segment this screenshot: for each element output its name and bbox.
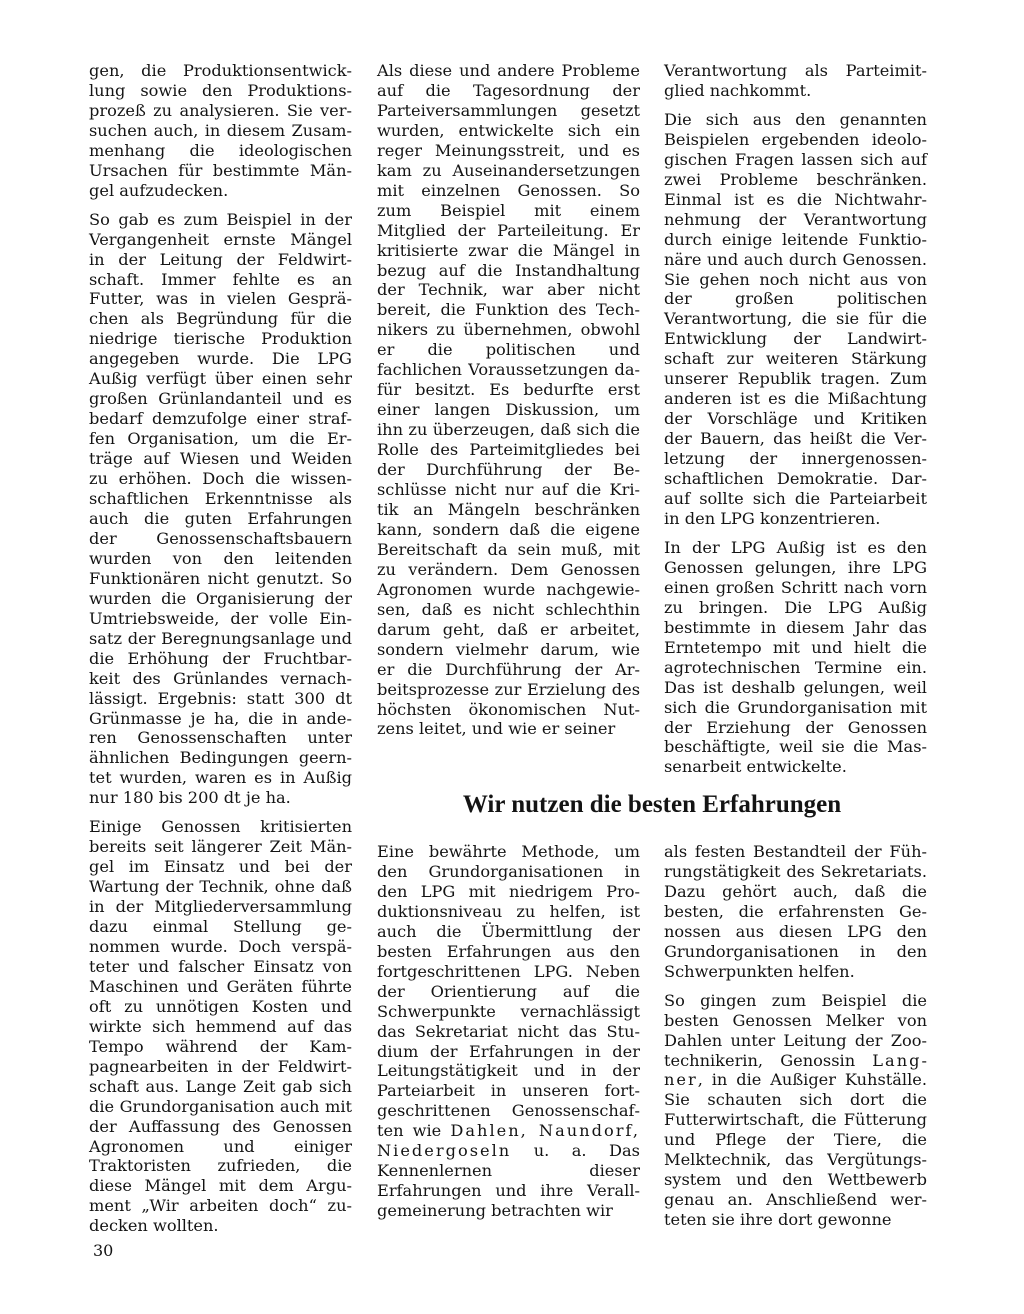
paragraph: als festen Bestandteil der Führungstätigkeit des Sekretariats. Dazu gehört auch, daß die besten, die erfahrensten Genossen aus diesen LPG den Grundorganisationen in den Schwerpunkten helfen. <box>664 842 927 981</box>
text-column-right <box>664 61 927 786</box>
text-run: So gingen zum Beispiel die besten Genossen Melker von Dahlen unter Leitung der Zootechnikerin, Genossin <box>664 990 927 1070</box>
section-column-right <box>664 842 927 1239</box>
spaced-name: Langner <box>664 1050 927 1090</box>
paragraph: gen, die Produktionsentwicklung sowie den Produktionsprozeß zu analysieren. Sie versuchen auch, in diesem Zusammenhang die ideologischen Ursachen für bestimmte Mängel aufzudecken. <box>89 61 352 200</box>
spaced-names: Dahlen, Naundorf, Niedergoseln <box>377 1121 640 1161</box>
paragraph: Einige Genossen kritisierten bereits seit längerer Zeit Mängel im Einsatz und bei der Wartung der Technik, ohne daß in der Mitgliederversammlung dazu einmal Stellung genommen wurde. Doch verspäteter und falscher Einsatz von Maschinen und Geräten führte oft zu unnötigen Kosten und wirkte sich hemmend auf das Tempo während der Kampagnearbeiten in der Feldwirtschaft aus. Lange Zeit gab sich die Grundorganisation auch mit der Auffassung des Genossen Agronomen und einiger Traktoristen zufrieden, die diese Mängel mit dem Argument „Wir arbeiten doch“ zudecken wollten. <box>89 817 352 1236</box>
text-column-middle <box>377 61 640 748</box>
section-column-middle <box>377 842 640 1230</box>
paragraph <box>377 842 640 1221</box>
text-run: u. a. Das Kennenlernen dieser Erfahrungen und ihre Verallgemeinerung betrachten wir <box>377 1141 640 1221</box>
paragraph <box>664 991 927 1230</box>
text-run: Eine bewährte Methode, um den Grundorganisationen in den LPG mit niedrigem Produktionsniveau zu helfen, ist auch die Übermittlung der besten Erfahrungen aus den fortgeschrittenen LPG. Neben der Orientierung auf die Schwerpunkte vernachlässigt das Sekretariat nicht das Studium der Erfahrungen in der Leitungstätigkeit und in der Parteiarbeit in unseren fortgeschrittenen Genossenschaften wie <box>377 842 640 1141</box>
paragraph: So gab es zum Beispiel in der Vergangenheit ernste Mängel in der Leitung der Feldwirtschaft. Immer fehlte es an Futter, was in vielen Gesprächen als Begründung für die niedrige tierische Produktion angegeben wurde. Die LPG Außig verfügt über einen sehr großen Grünlandanteil und es bedarf demzufolge einer straffen Organisation, um die Erträge auf Wiesen und Weiden zu erhöhen. Doch die wissenschaftlichen Erkenntnisse als auch die guten Erfahrungen der Genossenschaftsbauern wurden von den leitenden Funktionären nicht genutzt. So wurden die Organisierung der Umtriebsweide, der volle Einsatz der Beregnungsanlage und die Erhöhung der Fruchtbarkeit des Grünlandes vernachlässigt. Ergebnis: statt 300 dt Grünmasse je ha, die in anderen Genossenschaften unter ähnlichen Bedingungen geerntet wurden, waren es in Außig nur 180 bis 200 dt je ha. <box>89 209 352 808</box>
paragraph: Verantwortung als Parteimitglied nachkommt. <box>664 61 927 100</box>
text-column-left <box>89 61 352 1245</box>
paragraph: Die sich aus den genannten Beispielen ergebenden ideologischen Fragen lassen sich auf zwei Probleme beschränken. Einmal ist es die Nichtwahrnehmung der Verantwortung durch einige leitende Funktionäre und auch durch Genossen. Sie gehen noch nicht aus von der großen politischen Verantwortung, die sie für die Entwicklung der Landwirtschaft zur weiteren Stärkung unserer Republik tragen. Zum anderen ist es die Mißachtung der Vorschläge und Kritiken der Bauern, das heißt die Verletzung der innergenossenschaftlichen Demokratie. Darauf sollte sich die Parteiarbeit in den LPG konzentrieren. <box>664 109 927 528</box>
paragraph: In der LPG Außig ist es den Genossen gelungen, ihre LPG einen großen Schritt nach vorn zu bringen. Die LPG Außig bestimmte in diesem Jahr das Erntetempo mit und hielt die agrotechnischen Termine ein. Das ist deshalb gelungen, weil sich die Grundorganisation mit der Erziehung der Genossen beschäftigte, weil sie die Massenarbeit entwickelte. <box>664 537 927 777</box>
section-heading: Wir nutzen die besten Erfahrungen <box>462 791 842 818</box>
paragraph: Als diese und andere Probleme auf die Tagesordnung der Parteiversammlungen gesetzt wurden, entwickelte sich ein reger Meinungsstreit, und es kam zu Auseinandersetzungen mit einzelnen Genossen. So zum Beispiel mit einem Mitglied der Parteileitung. Er kritisierte zwar die Mängel in bezug auf die Instandhaltung der Technik, war aber nicht bereit, die Funktion des Technikers zu übernehmen, obwohl er die politischen und fachlichen Voraussetzungen dafür besitzt. Es bedurfte erst einer langen Diskussion, um ihn zu überzeugen, daß sich die Rolle des Parteimitgliedes bei der Durchführung der Beschlüsse nicht nur auf die Kritik an Mängeln beschränken kann, sondern daß die eigene Bereitschaft da sein muß, mit zu verändern. Dem Genossen Agronomen wurde nachgewiesen, daß es nicht schlechthin darum geht, daß er arbeitet, sondern vielmehr darum, wie er die Durchführung der Arbeitsprozesse zur Erzielung des höchsten ökonomischen Nutzens leitet, und wie er seiner <box>377 61 640 739</box>
text-run: , in die Außiger Kuhställe. Sie schauten sich dort die Futterwirtschaft, die Fütterung und Pflege der Tiere, die Melktechnik, das Vergütungssystem und den Wettbewerb genau an. Anschließend werteten sie ihre dort gewonne <box>664 1070 927 1230</box>
page-number: 30 <box>93 1241 114 1260</box>
